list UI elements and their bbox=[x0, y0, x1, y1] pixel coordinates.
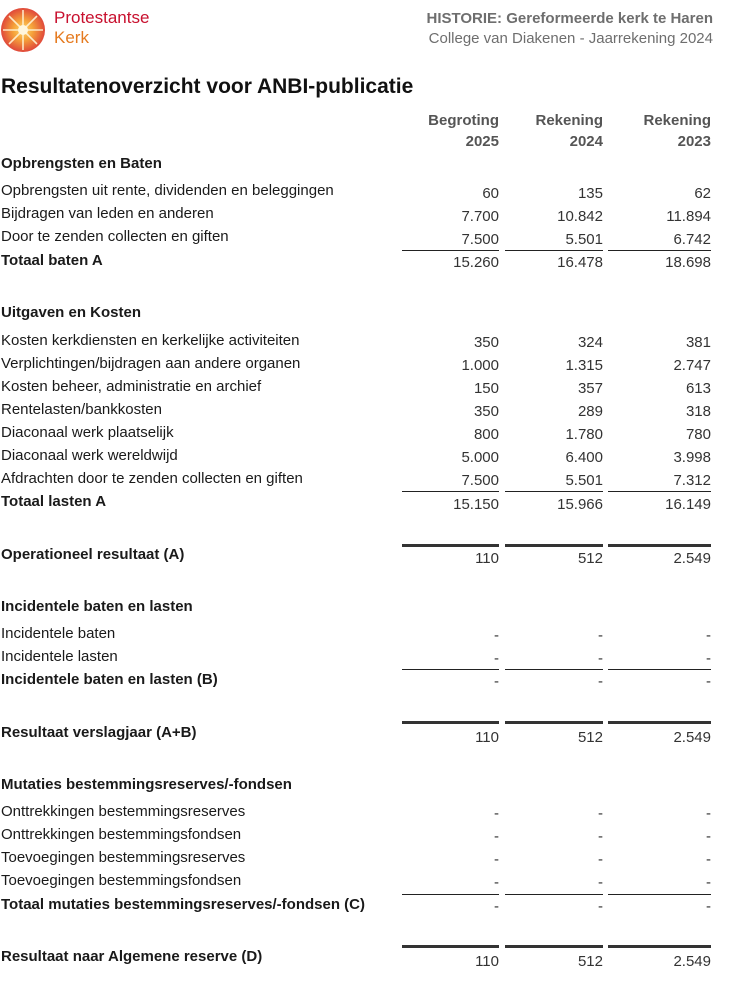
total-label: Totaal lasten A bbox=[1, 493, 107, 510]
total-label: Totaal mutaties bestemmingsreserves/-fondsen (C) bbox=[1, 896, 365, 913]
subtotal-rule bbox=[505, 491, 603, 492]
cell-begroting-2025: - bbox=[494, 673, 499, 690]
section-heading: Uitgaven en Kosten bbox=[1, 304, 142, 321]
result-rule bbox=[608, 721, 711, 724]
column-header-line: Rekening bbox=[643, 112, 711, 129]
total-label: Totaal baten A bbox=[1, 252, 103, 269]
cell-rekening-2023: 318 bbox=[685, 403, 711, 420]
cell-rekening-2024: 357 bbox=[577, 380, 603, 397]
cell-begroting-2025: - bbox=[494, 851, 499, 868]
section-heading: Incidentele baten en lasten bbox=[1, 598, 193, 615]
result-rule bbox=[505, 721, 603, 724]
row-label: Toevoegingen bestemmingsreserves bbox=[1, 849, 246, 866]
column-header-year: 2023 bbox=[677, 133, 711, 150]
cell-rekening-2024: 324 bbox=[577, 334, 603, 351]
cell-rekening-2023: 3.998 bbox=[673, 449, 711, 466]
column-header-rekening-2023 bbox=[608, 110, 711, 152]
cell-rekening-2023: - bbox=[706, 650, 711, 667]
row-label: Onttrekkingen bestemmingsfondsen bbox=[1, 826, 242, 843]
cell-begroting-2025: 1.000 bbox=[461, 357, 499, 374]
cell-rekening-2023: - bbox=[706, 898, 711, 915]
row-label: Kosten beheer, administratie en archief bbox=[1, 378, 262, 395]
row-label: Diaconaal werk wereldwijd bbox=[1, 447, 178, 464]
cell-rekening-2023: 613 bbox=[685, 380, 711, 397]
cell-begroting-2025: 7.500 bbox=[461, 472, 499, 489]
cell-rekening-2023: - bbox=[706, 828, 711, 845]
column-header-year: 2024 bbox=[569, 133, 603, 150]
row-label: Rentelasten/bankkosten bbox=[1, 401, 162, 418]
cell-rekening-2024: 512 bbox=[577, 953, 603, 970]
row-label: Afdrachten door te zenden collecten en giften bbox=[1, 470, 303, 487]
cell-begroting-2025: 5.000 bbox=[461, 449, 499, 466]
result-label: Resultaat verslagjaar (A+B) bbox=[1, 724, 197, 741]
cell-begroting-2025: 60 bbox=[482, 185, 499, 202]
result-label: Resultaat naar Algemene reserve (D) bbox=[1, 948, 263, 965]
subtotal-rule bbox=[402, 250, 499, 251]
cell-rekening-2024: - bbox=[598, 805, 603, 822]
cell-rekening-2024: 16.478 bbox=[557, 254, 603, 271]
cell-rekening-2024: 135 bbox=[577, 185, 603, 202]
result-rule bbox=[505, 945, 603, 948]
subtotal-rule bbox=[505, 894, 603, 895]
logo-line-1: Protestantse bbox=[54, 8, 150, 27]
cell-begroting-2025: - bbox=[494, 828, 499, 845]
subtotal-rule bbox=[608, 250, 711, 251]
column-header-year: 2025 bbox=[465, 133, 499, 150]
cell-rekening-2023: 6.742 bbox=[673, 231, 711, 248]
result-rule bbox=[402, 945, 499, 948]
cell-rekening-2024: 15.966 bbox=[557, 496, 603, 513]
column-header-rekening-2024 bbox=[505, 110, 603, 152]
cell-begroting-2025: 110 bbox=[475, 550, 499, 567]
subtotal-rule bbox=[402, 491, 499, 492]
column-header-line: Begroting bbox=[428, 112, 499, 129]
subtotal-rule bbox=[402, 894, 499, 895]
cell-rekening-2024: - bbox=[598, 828, 603, 845]
logo-line-2: Kerk bbox=[54, 28, 89, 47]
row-label: Incidentele lasten bbox=[1, 648, 118, 665]
cell-rekening-2023: 62 bbox=[694, 185, 711, 202]
row-label: Kosten kerkdiensten en kerkelijke activiteiten bbox=[1, 332, 300, 349]
cell-rekening-2024: - bbox=[598, 673, 603, 690]
cell-rekening-2023: 18.698 bbox=[665, 254, 711, 271]
cell-begroting-2025: 15.260 bbox=[453, 254, 499, 271]
page-title: Resultatenoverzicht voor ANBI-publicatie bbox=[1, 75, 414, 98]
cell-begroting-2025: - bbox=[494, 650, 499, 667]
cell-rekening-2023: 16.149 bbox=[665, 496, 711, 513]
cell-rekening-2023: 780 bbox=[685, 426, 711, 443]
subtotal-rule bbox=[402, 669, 499, 670]
cell-rekening-2024: - bbox=[598, 898, 603, 915]
cell-begroting-2025: 7.700 bbox=[461, 208, 499, 225]
column-header-line: Rekening bbox=[535, 112, 603, 129]
cell-begroting-2025: - bbox=[494, 874, 499, 891]
column-header-begroting-2025 bbox=[402, 110, 499, 152]
cell-rekening-2024: 10.842 bbox=[557, 208, 603, 225]
section-heading: Opbrengsten en Baten bbox=[1, 155, 162, 172]
document-header-title: HISTORIE: Gereformeerde kerk te Haren bbox=[426, 10, 713, 27]
result-rule bbox=[608, 945, 711, 948]
cell-rekening-2024: 512 bbox=[577, 550, 603, 567]
cell-rekening-2024: 1.780 bbox=[565, 426, 603, 443]
cell-rekening-2023: - bbox=[706, 673, 711, 690]
cell-rekening-2023: 381 bbox=[685, 334, 711, 351]
row-label: Opbrengsten uit rente, dividenden en beleggingen bbox=[1, 182, 334, 199]
cell-begroting-2025: - bbox=[494, 898, 499, 915]
cell-rekening-2024: - bbox=[598, 874, 603, 891]
cell-rekening-2023: - bbox=[706, 627, 711, 644]
result-rule bbox=[505, 544, 603, 547]
result-label: Operationeel resultaat (A) bbox=[1, 546, 185, 563]
cell-rekening-2023: 2.549 bbox=[673, 550, 711, 567]
row-label: Door te zenden collecten en giften bbox=[1, 228, 229, 245]
cell-begroting-2025: 150 bbox=[473, 380, 499, 397]
logo-wordmark bbox=[54, 8, 149, 48]
cell-begroting-2025: 110 bbox=[475, 729, 499, 746]
subtotal-rule bbox=[608, 669, 711, 670]
cell-rekening-2024: 5.501 bbox=[565, 472, 603, 489]
cell-begroting-2025: 7.500 bbox=[461, 231, 499, 248]
row-label: Toevoegingen bestemmingsfondsen bbox=[1, 872, 242, 889]
cell-rekening-2024: 1.315 bbox=[565, 357, 603, 374]
cell-rekening-2023: 2.747 bbox=[673, 357, 711, 374]
cell-begroting-2025: - bbox=[494, 805, 499, 822]
result-rule bbox=[402, 544, 499, 547]
cell-begroting-2025: - bbox=[494, 627, 499, 644]
cell-begroting-2025: 800 bbox=[473, 426, 499, 443]
cell-rekening-2024: 289 bbox=[577, 403, 603, 420]
cell-rekening-2024: - bbox=[598, 851, 603, 868]
document-header-subtitle: College van Diakenen - Jaarrekening 2024 bbox=[428, 30, 713, 47]
cell-rekening-2024: - bbox=[598, 627, 603, 644]
cell-begroting-2025: 350 bbox=[473, 403, 499, 420]
subtotal-rule bbox=[505, 250, 603, 251]
cell-rekening-2023: 7.312 bbox=[673, 472, 711, 489]
cell-rekening-2024: 6.400 bbox=[565, 449, 603, 466]
subtotal-rule bbox=[608, 894, 711, 895]
subtotal-rule bbox=[505, 669, 603, 670]
cell-begroting-2025: 15.150 bbox=[453, 496, 499, 513]
total-label: Incidentele baten en lasten (B) bbox=[1, 671, 218, 688]
cell-rekening-2024: 5.501 bbox=[565, 231, 603, 248]
cell-rekening-2023: - bbox=[706, 874, 711, 891]
result-rule bbox=[608, 544, 711, 547]
row-label: Diaconaal werk plaatselijk bbox=[1, 424, 174, 441]
cell-rekening-2023: - bbox=[706, 851, 711, 868]
cell-rekening-2023: - bbox=[706, 805, 711, 822]
row-label: Verplichtingen/bijdragen aan andere organen bbox=[1, 355, 301, 372]
cell-rekening-2023: 11.894 bbox=[666, 208, 711, 225]
cell-rekening-2023: 2.549 bbox=[673, 729, 711, 746]
cell-begroting-2025: 110 bbox=[475, 953, 499, 970]
row-label: Incidentele baten bbox=[1, 625, 116, 642]
section-heading: Mutaties bestemmingsreserves/-fondsen bbox=[1, 776, 292, 793]
cell-rekening-2024: 512 bbox=[577, 729, 603, 746]
cell-rekening-2023: 2.549 bbox=[673, 953, 711, 970]
row-label: Bijdragen van leden en anderen bbox=[1, 205, 214, 222]
result-rule bbox=[402, 721, 499, 724]
cell-rekening-2024: - bbox=[598, 650, 603, 667]
row-label: Onttrekkingen bestemmingsreserves bbox=[1, 803, 246, 820]
subtotal-rule bbox=[608, 491, 711, 492]
cell-begroting-2025: 350 bbox=[473, 334, 499, 351]
